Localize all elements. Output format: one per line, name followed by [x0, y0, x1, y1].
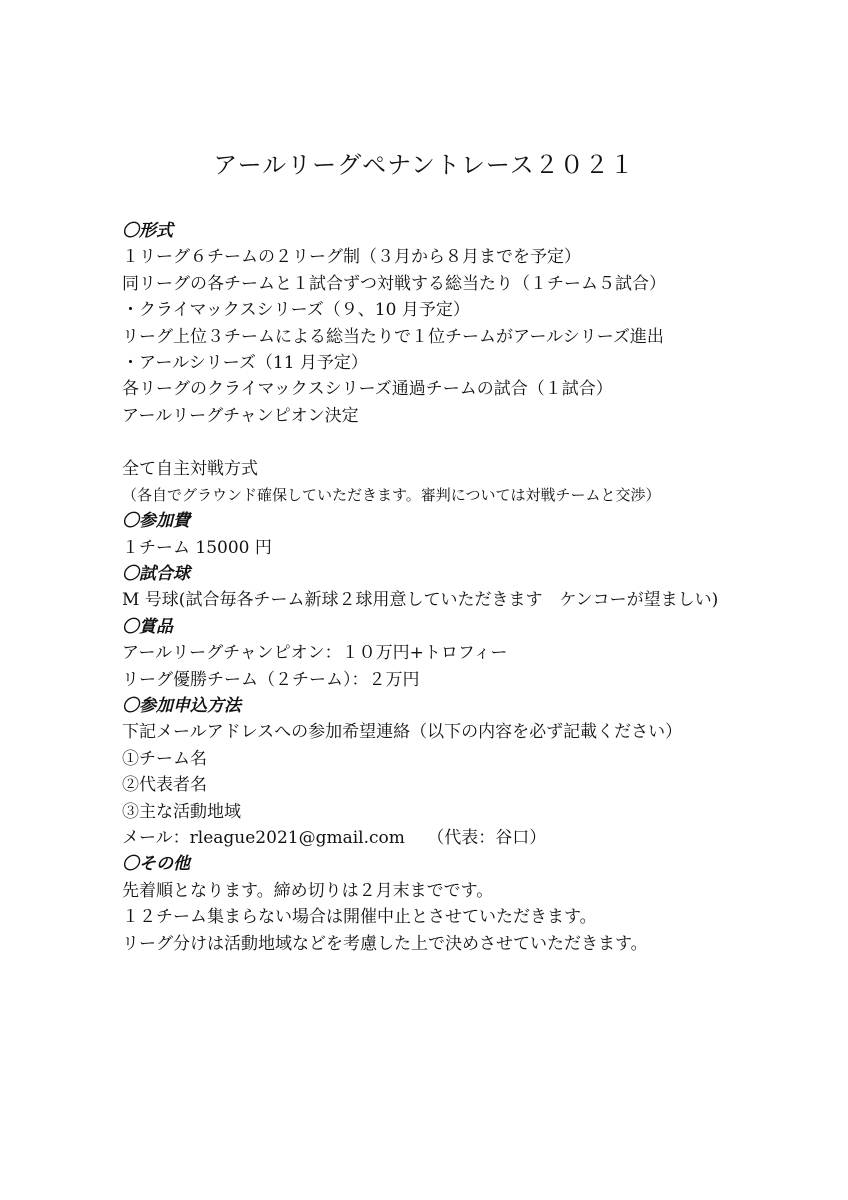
fee-line: １チーム 15000 円: [122, 537, 272, 558]
spacer: [122, 429, 822, 455]
format-line-3: ・クライマックスシリーズ（９、10 月予定）: [122, 300, 470, 321]
format-line-5: ・アールシリーズ（11 月予定）: [122, 352, 368, 373]
apply-line-2: ①チーム名: [122, 748, 207, 769]
match-style-line: 全て自主対戦方式: [122, 458, 258, 479]
document-body: [122, 218, 822, 957]
match-style-note: （各自でグラウンド確保していただきます。審判については対戦チームと交渉）: [122, 485, 661, 504]
apply-line-3: ②代表者名: [122, 775, 207, 796]
apply-email-line: メール：rleague2021@gmail.com （代表：谷口）: [122, 827, 547, 848]
other-line-1: 先着順となります。締め切りは２月末までです。: [122, 880, 494, 901]
other-line-3: リーグ分けは活動地域などを考慮した上で決めさせていただきます。: [122, 933, 648, 954]
format-line-2: 同リーグの各チームと１試合ずつ対戦する総当たり（１チーム５試合）: [122, 273, 666, 294]
format-line-7: アールリーグチャンピオン決定: [122, 405, 359, 426]
apply-line-4: ③主な活動地域: [122, 801, 241, 822]
section-heading-other: 〇その他: [122, 854, 190, 875]
section-heading-fee: 〇参加費: [122, 511, 190, 532]
section-heading-ball: 〇試合球: [122, 564, 190, 585]
document-title: アールリーグペナントレース２０２１: [213, 151, 635, 179]
other-line-2: １２チーム集まらない場合は開催中止とさせていただきます。: [122, 907, 597, 928]
ball-line: M 号球(試合毎各チーム新球２球用意していただきます ケンコーが望ましい): [122, 590, 719, 611]
format-line-1: １リーグ６チームの２リーグ制（３月から８月までを予定）: [122, 247, 581, 268]
prize-line-2: リーグ優勝チーム（２チーム）：２万円: [122, 669, 420, 690]
section-heading-apply: 〇参加申込方法: [122, 696, 241, 717]
prize-line-1: アールリーグチャンピオン：１０万円+トロフィー: [122, 643, 508, 664]
section-heading-format: 〇形式: [122, 221, 173, 241]
section-heading-prizes: 〇賞品: [122, 616, 173, 637]
format-line-4: リーグ上位３チームによる総当たりで１位チームがアールシリーズ進出: [122, 326, 664, 347]
format-line-6: 各リーグのクライマックスシリーズ通過チームの試合（１試合）: [122, 379, 613, 400]
apply-line-1: 下記メールアドレスへの参加希望連絡（以下の内容を必ず記載ください）: [122, 722, 683, 743]
